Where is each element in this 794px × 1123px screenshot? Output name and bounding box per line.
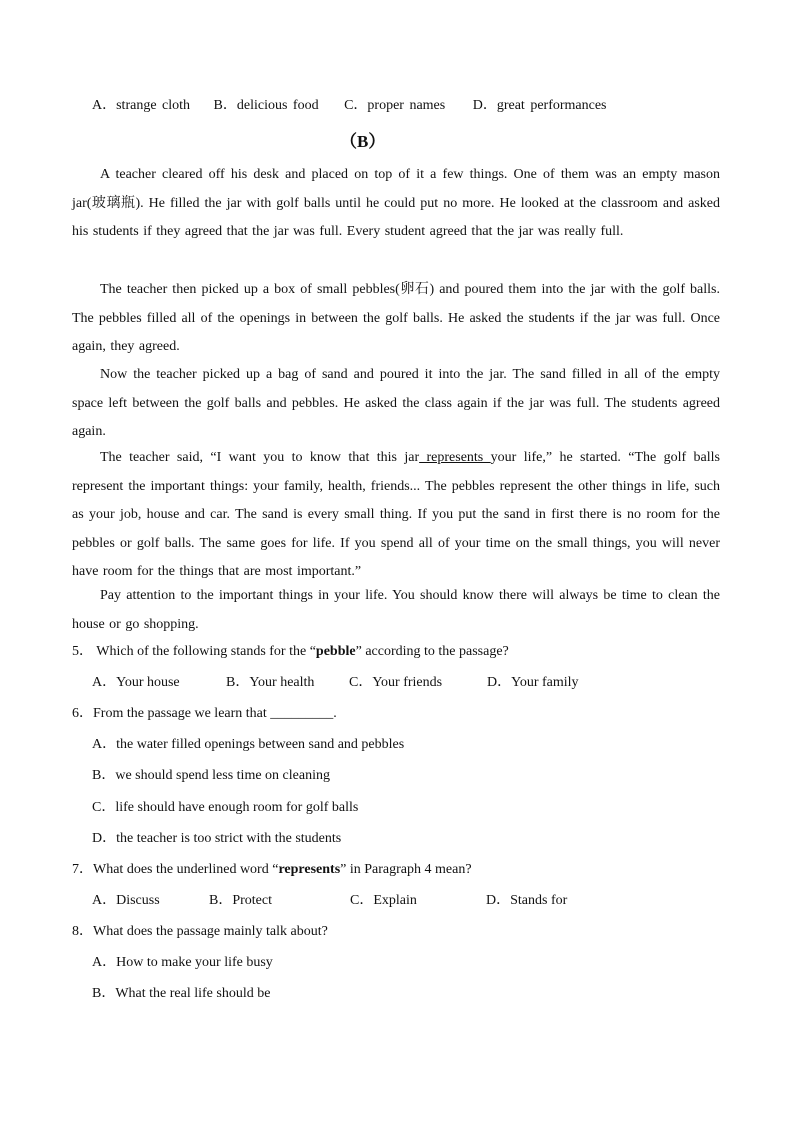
passage-paragraph-5: Pay attention to the important things in your life. You should know there will always be time to clean the house or go shopping. xyxy=(72,588,720,632)
paragraph-4-text-before: The teacher said, “I want you to know that this jar xyxy=(100,450,420,465)
paragraph-4-text-after: your life,” he started. “The golf balls represent the important things: your family, health, friends... The pebbles represent the other things in life, such as your job, house and car. The sand is every small thing. If you put the sand in first there is no room for the pebbles or golf balls. The same goes for life. If you spend all of your time on the small things, you will never have room for the things that are most important.” xyxy=(72,450,720,579)
q6-option-a: A．the water filled openings between sand and pebbles xyxy=(92,737,405,752)
section-title: （B） xyxy=(340,132,386,151)
q7-option-d: D．Stands for xyxy=(486,893,568,908)
question-7 xyxy=(72,861,732,879)
q5-option-a: A．Your house xyxy=(92,675,180,690)
question-5 xyxy=(72,643,732,661)
passage-paragraph-4 xyxy=(72,444,720,587)
question-5-prefix: 5． Which of the following stands for the “ xyxy=(72,644,316,659)
passage-paragraph-3: Now the teacher picked up a bag of sand and poured it into the jar. The sand filled in all of the empty space left between the golf balls and pebbles. He asked the class again if the jar was full. The students agreed again. xyxy=(72,367,720,439)
question-7-options xyxy=(92,892,567,910)
passage-paragraph-1: A teacher cleared off his desk and placed on top of it a few things. One of them was an empty mason jar(玻璃瓶). He filled the jar with golf balls until he could put no more. He looked at the classroom and asked his students if they agreed that the jar was full. Every student agreed that the jar was really full. xyxy=(72,167,720,239)
underlined-word-represents: represents xyxy=(419,450,491,465)
q8-option-a: A．How to make your life busy xyxy=(92,955,273,970)
question-5-options xyxy=(92,674,579,692)
question-7-keyword: represents xyxy=(278,862,341,877)
q8-option-b: B．What the real life should be xyxy=(92,986,271,1001)
q5-option-c: C．Your friends xyxy=(349,675,443,690)
question-5-suffix: ” according to the passage? xyxy=(355,644,509,659)
question-8: 8．What does the passage mainly talk about? xyxy=(72,924,328,939)
q6-option-d: D．the teacher is too strict with the students xyxy=(92,831,342,846)
q6-option-c: C．life should have enough room for golf balls xyxy=(92,800,359,815)
option-c: C．proper names xyxy=(344,98,446,113)
question-6: 6．From the passage we learn that _________. xyxy=(72,706,337,721)
question-5-keyword: pebble xyxy=(315,644,356,659)
q7-option-a: A．Discuss xyxy=(92,893,160,908)
q7-option-b: B．Protect xyxy=(209,893,272,908)
q5-option-b: B．Your health xyxy=(226,675,315,690)
question-7-prefix: 7．What does the underlined word “ xyxy=(72,862,279,877)
question-7-suffix: ” in Paragraph 4 mean? xyxy=(340,862,472,877)
option-d: D．great performances xyxy=(472,98,607,113)
q6-option-b: B．we should spend less time on cleaning xyxy=(92,768,330,783)
q5-option-d: D．Your family xyxy=(487,675,579,690)
previous-question-options xyxy=(92,97,625,115)
q7-option-c: C．Explain xyxy=(350,893,417,908)
option-b: B．delicious food xyxy=(213,98,319,113)
passage-paragraph-2: The teacher then picked up a box of small pebbles(卵石) and poured them into the jar with the golf balls. The pebbles filled all of the openings in between the golf balls. He asked the students if the jar was full. Once again, they agreed. xyxy=(72,282,720,354)
option-a: A．strange cloth xyxy=(92,98,191,113)
